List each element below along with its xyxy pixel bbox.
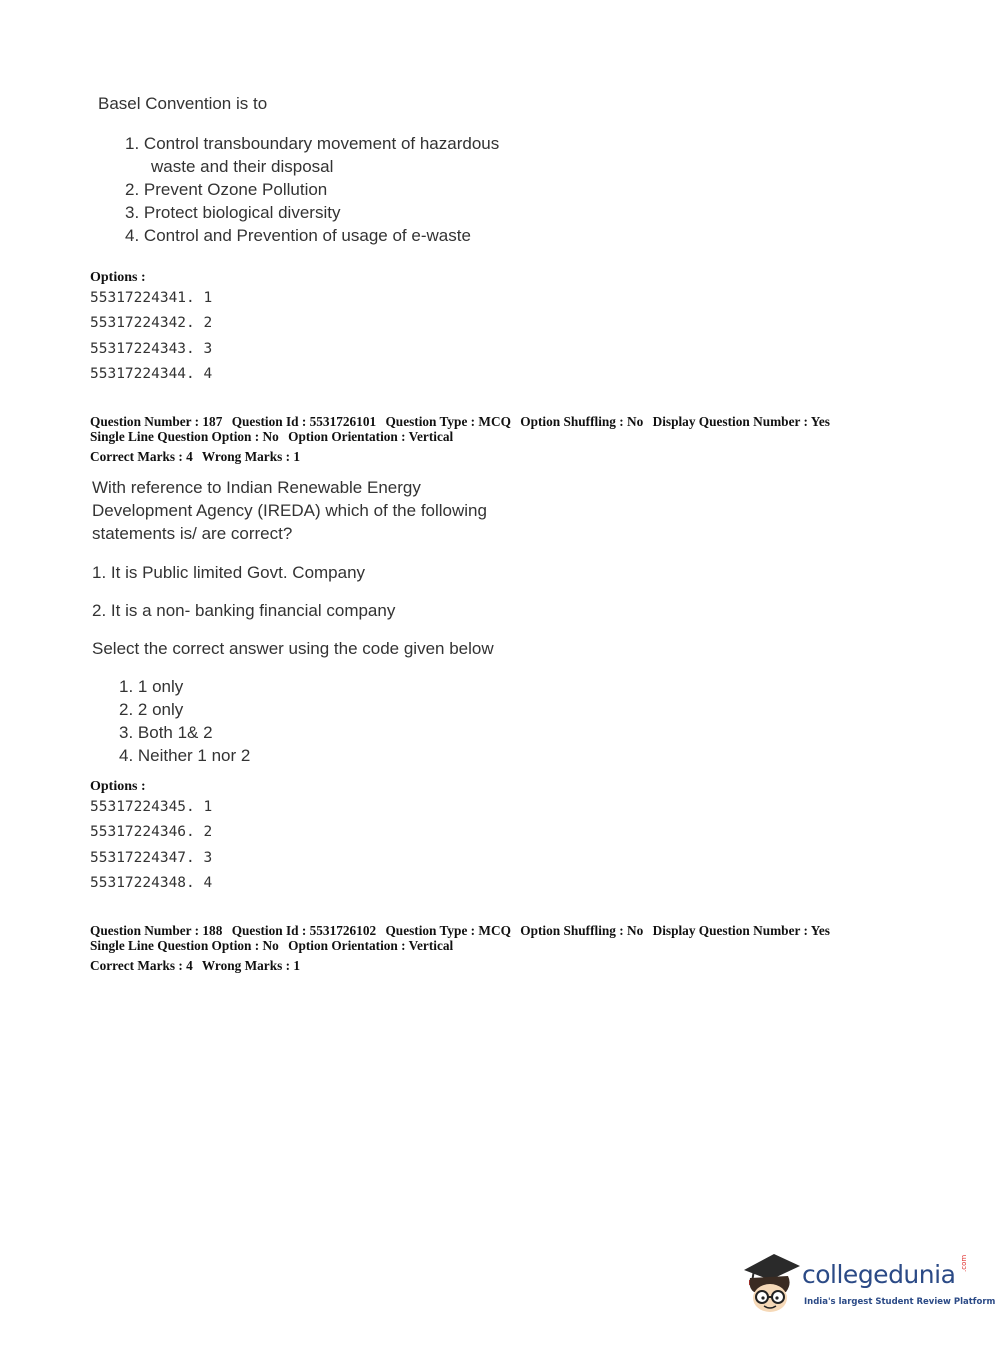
question-187-meta-line-1 — [90, 414, 836, 429]
question-187-options — [90, 795, 212, 896]
statement-text: Protect biological diversity — [143, 203, 341, 222]
question-187-meta-line-2 — [90, 429, 459, 444]
option-item: 55317224344. 4 — [90, 365, 213, 382]
question-188-meta-line-1 — [90, 923, 836, 938]
question-188-marks — [90, 958, 306, 973]
question-186-options — [90, 286, 212, 387]
question-187-choices — [119, 675, 250, 767]
question-187-stem — [92, 476, 487, 545]
option-item: 55317224347. 3 — [90, 849, 213, 866]
statement-text-continued: waste and their disposal — [151, 157, 334, 176]
option-shuffling: Option Shuffling : No — [520, 923, 644, 938]
stem-line: statements is/ are correct? — [92, 524, 293, 543]
display-question-number: Display Question Number : Yes — [652, 414, 830, 429]
statement-number: 2. — [125, 180, 140, 199]
option-item: 55317224343. 3 — [90, 340, 213, 357]
logo-suffix: .com — [960, 1254, 968, 1272]
single-line-question-option: Single Line Question Option : No — [90, 938, 279, 953]
option-item: 55317224346. 2 — [90, 824, 213, 841]
statement-text: Control transboundary movement of hazardous — [143, 134, 500, 153]
question-number: Question Number : 187 — [90, 414, 223, 429]
question-186-statements — [125, 132, 499, 247]
statement-item — [125, 224, 499, 247]
statement-text: Prevent Ozone Pollution — [143, 180, 328, 199]
wrong-marks: Wrong Marks : 1 — [201, 958, 300, 973]
question-id: Question Id : 5531726102 — [231, 923, 377, 938]
stem-line: Development Agency (IREDA) which of the following — [92, 501, 487, 520]
option-orientation: Option Orientation : Vertical — [288, 429, 454, 444]
collegedunia-logo[interactable] — [740, 1248, 996, 1318]
statement-number: 1. — [125, 134, 140, 153]
statement-item — [125, 132, 499, 178]
logo-tagline: India's largest Student Review Platform — [804, 1297, 996, 1307]
statement-item — [125, 201, 499, 224]
correct-marks: Correct Marks : 4 — [90, 449, 193, 464]
question-188-meta-line-2 — [90, 938, 459, 953]
statement-text: Control and Prevention of usage of e-waste — [143, 226, 471, 245]
statement-item — [125, 178, 499, 201]
options-label: Options : — [90, 270, 146, 285]
question-187-instruction: Select the correct answer using the code given below — [92, 639, 494, 658]
stem-line: With reference to Indian Renewable Energy — [92, 478, 421, 497]
question-186-stem: Basel Convention is to — [98, 94, 268, 113]
choice-item: 3. Both 1& 2 — [119, 723, 213, 742]
wrong-marks: Wrong Marks : 1 — [201, 449, 300, 464]
correct-marks: Correct Marks : 4 — [90, 958, 193, 973]
statement-number: 3. — [125, 203, 140, 222]
logo-wordmark: collegedunia — [802, 1260, 956, 1289]
question-id: Question Id : 5531726101 — [231, 414, 377, 429]
question-187-marks — [90, 449, 306, 464]
display-question-number: Display Question Number : Yes — [652, 923, 830, 938]
option-item: 55317224342. 2 — [90, 315, 213, 332]
option-item: 55317224348. 4 — [90, 874, 213, 891]
option-item: 55317224341. 1 — [90, 290, 213, 306]
question-187-statement-1: 1. It is Public limited Govt. Company — [92, 563, 366, 582]
option-item: 55317224345. 1 — [90, 799, 213, 815]
choice-item: 2. 2 only — [119, 700, 184, 719]
question-type: Question Type : MCQ — [385, 414, 511, 429]
mascot-icon — [740, 1248, 804, 1318]
option-orientation: Option Orientation : Vertical — [288, 938, 454, 953]
options-label: Options : — [90, 779, 146, 794]
question-type: Question Type : MCQ — [385, 923, 511, 938]
choice-item: 1. 1 only — [119, 677, 184, 696]
single-line-question-option: Single Line Question Option : No — [90, 429, 279, 444]
question-187-statement-2: 2. It is a non- banking financial company — [92, 601, 396, 620]
question-number: Question Number : 188 — [90, 923, 223, 938]
choice-item: 4. Neither 1 nor 2 — [119, 746, 251, 765]
statement-number: 4. — [125, 226, 140, 245]
option-shuffling: Option Shuffling : No — [520, 414, 644, 429]
